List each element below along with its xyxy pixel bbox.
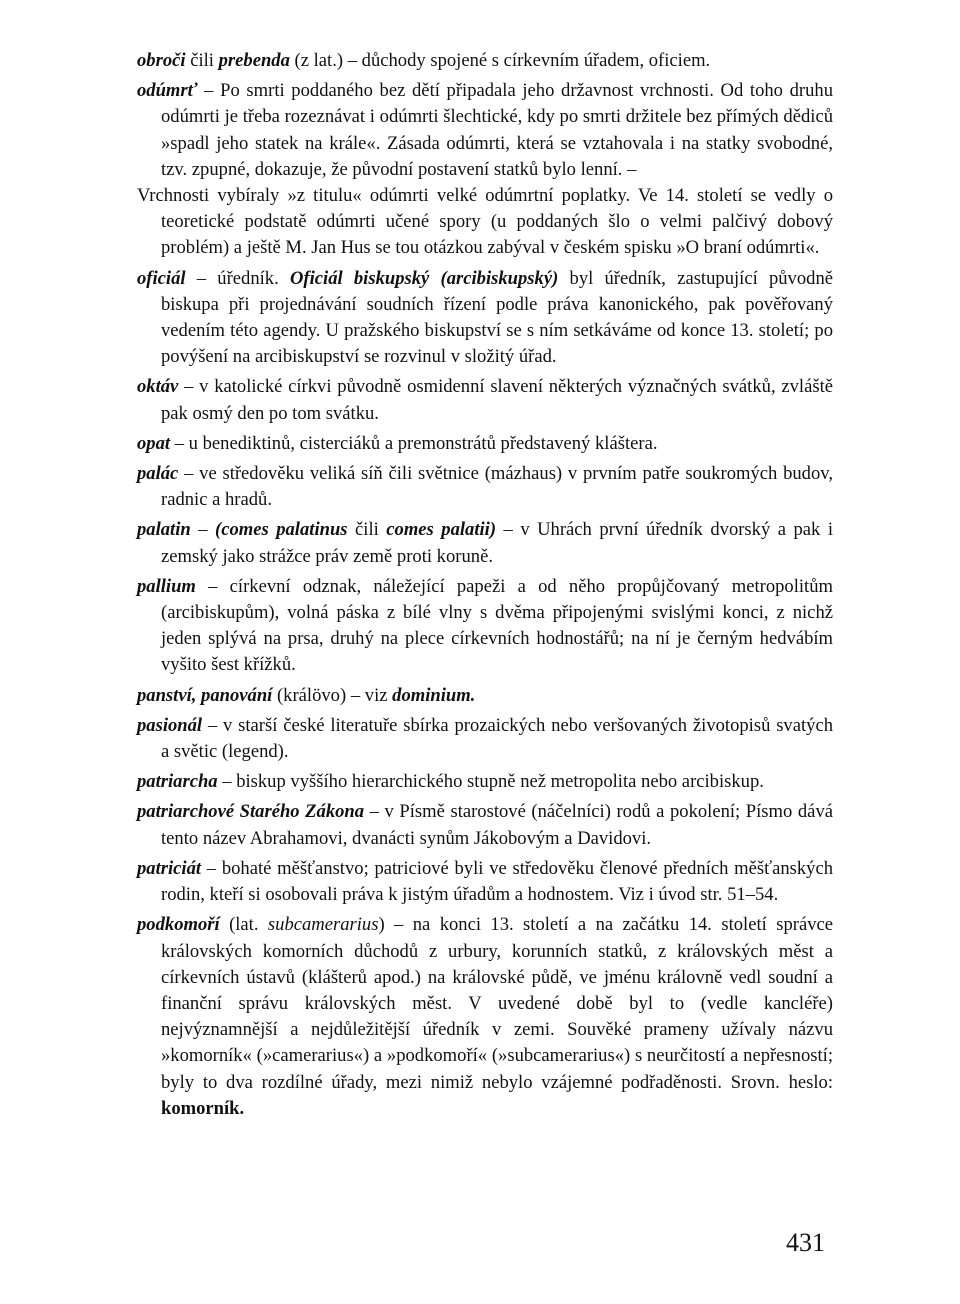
entry-definition: – v Uhrách první úředník dvorský a pak i zemský jako strážce práv země proti koruně. [161,519,834,567]
entry-definition: – úředník. [185,267,290,289]
glossary-entry [137,461,833,513]
entry-headword: pasionál [137,714,203,736]
entry-definition: – u benediktinů, cisterciáků a premonstrátů představený kláštera. [170,432,658,454]
glossary-entry [137,769,833,795]
entry-headword: pallium [137,575,196,597]
entry-definition: ) – na konci 13. století a na začátku 14. století správce královských komorních důchodů z urbury, korunních statků, z královských měst a církevních ústavů (klášterů apod.) na královské půdě, ve jménu královně vedl soudní a finanční správu královských měst. V uvedené době byl to (vedle kancléře) nejvýznamnější a nejdůležitější úředník v zemi. Souvěké prameny užívaly názvu »komorník« (»camerarius«) a »podkomoří« (»subcamerarius«) s neurčitostí a nepřesností; byly to dva rozdílné úřady, mezi nimiž nebylo vzájemné podřaděnosti. Srovn. heslo: [161,914,833,1093]
entry-definition: – v Písmě starostové (náčelníci) rodů a pokolení; Písmo dává tento název Abrahamovi, dvanácti synům Jákobovým a Davidovi. [161,801,833,849]
entry-definition: (lat. [219,914,268,936]
entry-definition: – v starší české literatuře sbírka prozaických nebo veršovaných životopisů svatých a světic (legend). [161,714,833,763]
entry-term: komorník. [161,1097,245,1119]
glossary-entry [137,48,833,74]
glossary-entry [137,266,833,371]
entry-definition: (králövo) – viz [272,684,393,706]
entry-definition: – v katolické církvi původně osmidenní slavení některých význačných svátků, zvláště pak osmý den po tom svátku. [161,376,833,424]
entry-definition: (z lat.) – důchody spojené s církevním úřadem, oficiem. [289,50,711,71]
glossary-entry [137,713,833,765]
entry-term: dominium. [392,684,476,706]
entry-definition: – biskup vyššího hierarchického stupně než metropolita nebo arcibiskup. [217,771,764,793]
glossary-entry [137,799,833,851]
glossary-entry [137,683,833,709]
entry-definition: – církevní odznak, náležející papeži a od něho propůjčovaný metropolitům (arcibiskupům), volná páska z bílé vlny s dvěma připojenými svislými konci, z nichž jeden splývá na prsa, druhý na plece církevních hodnostářů; na ní je černým hedvábím vyšito šest křížků. [161,575,833,676]
entry-definition: Vrchnosti vybíraly »z titulu« odúmrti velké odúmrtní poplatky. Ve 14. století se vedly o teoretické podstatě odúmrti učené spory (u poddaných šlo o velmi palčivý dobový problém) a ještě M. Jan Hus se tou otázkou zabýval v českém spisku »O braní odúmrti«. [137,185,833,259]
entry-headword: patriarcha [137,771,218,793]
glossary-entry [137,374,833,426]
entry-headword: oficiál [137,267,186,289]
entry-definition: – [190,519,216,541]
entry-headword: odúmrť [137,80,198,102]
entry-headword: obroči [137,50,186,71]
entry-headword: opat [137,432,171,454]
glossary-entry-continuation [137,183,833,262]
entry-headword: panství, panování [137,684,273,706]
entry-definition: – bohaté měšťanstvo; patriciové byli ve středověku členové předních měšťanských rodin, kteří si osobovali práva k jistým úřadům a hodnostem. Viz i úvod str. 51–54. [161,857,833,906]
entry-headword: podkomoří [137,914,220,936]
entry-headword: oktáv [137,376,179,398]
entry-term: prebenda [218,50,290,71]
page-number: 431 [786,1228,825,1257]
entry-term: comes palatii) [386,519,497,541]
entry-definition: – ve středověku veliká síň čili světnice (mázhaus) v prvním patře soukromých budov, radnic a hradů. [161,463,833,511]
entry-headword: patriciát [137,857,202,879]
glossary-entry [137,856,833,908]
glossary-entry [137,574,833,679]
entry-term: subcamerarius [267,914,379,936]
entry-definition: byl úředník, zastupující původně biskupa při projednávání soudních řízení podle práva kanonického, pak pověřovaný vedením této agendy. U pražského biskupství se s ním setkáváme od konce 13. století; po povýšení na arcibiskupství se rozvinul v složitý úřad. [161,267,833,368]
entry-headword: palatin [137,519,191,541]
glossary-entry [137,517,833,569]
glossary-page [137,48,833,1126]
entry-definition: čili [185,50,219,71]
entry-headword: palác [137,463,179,485]
entry-definition: – Po smrti poddaného bez dětí připadala jeho državnost vrchnosti. Od toho druhu odúmrti je třeba rozeznávat i odúmrti šlechtické, kdy po smrti držitele bez přímých dědiců »spadl jeho statek na krále«. Zásada odúmrti, která se vztahovala i na statky svobodné, tzv. zpupné, dokazuje, že původní postavení statků bylo lenní. – [161,80,833,180]
glossary-entry [137,912,833,1122]
entry-term: Oficiál biskupský (arcibiskupský) [289,267,559,289]
entry-term: (comes palatinus [215,519,348,541]
glossary-entry [137,431,833,457]
entry-headword: patriarchové Starého Zákona [137,801,365,823]
entry-definition: čili [347,519,387,541]
glossary-entry [137,78,833,183]
